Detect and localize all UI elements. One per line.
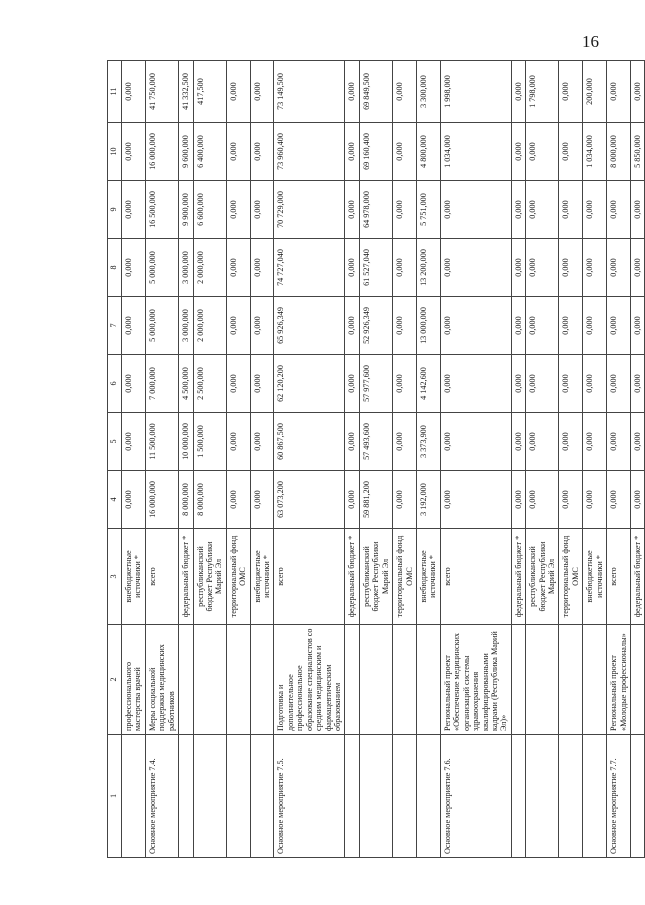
amount-cell: 0,000 xyxy=(440,239,511,297)
table-row xyxy=(511,61,525,858)
amount-cell: 0,000 xyxy=(122,239,146,297)
amount-cell: 61 527,040 xyxy=(359,239,392,297)
funding-source-cell: внебюджетные источники * xyxy=(583,529,607,625)
amount-cell: 0,000 xyxy=(226,413,250,471)
amount-cell: 70 729,000 xyxy=(274,181,345,239)
amount-cell: 417,500 xyxy=(193,61,226,123)
table-row xyxy=(440,61,511,858)
funding-source-cell: республиканский бюджет Республики Марий Эл xyxy=(359,529,392,625)
funding-source-cell: федеральный бюджет * xyxy=(511,529,525,625)
budget-table-sheet xyxy=(107,61,642,858)
amount-cell: 0,000 xyxy=(250,355,274,413)
amount-cell: 0,000 xyxy=(122,297,146,355)
amount-cell: 0,000 xyxy=(607,355,631,413)
amount-cell: 0,000 xyxy=(250,123,274,181)
amount-cell: 41 750,000 xyxy=(145,61,178,123)
amount-cell: 5 850,000 xyxy=(630,123,644,181)
amount-cell: 0,000 xyxy=(559,123,583,181)
table-row xyxy=(416,61,440,858)
measure-title-cell xyxy=(630,625,644,735)
table-row xyxy=(250,61,274,858)
amount-cell: 0,000 xyxy=(226,355,250,413)
measure-title-cell: Меры социальной поддержки медицинских работников xyxy=(145,625,178,735)
amount-cell: 5 000,000 xyxy=(145,297,178,355)
table-row xyxy=(559,61,583,858)
measure-number-cell xyxy=(416,735,440,858)
amount-cell: 73 149,500 xyxy=(274,61,345,123)
amount-cell: 4 142,600 xyxy=(416,355,440,413)
amount-cell: 0,000 xyxy=(559,181,583,239)
amount-cell: 0,000 xyxy=(345,297,359,355)
table-row xyxy=(226,61,250,858)
amount-cell: 0,000 xyxy=(345,239,359,297)
amount-cell: 0,000 xyxy=(440,181,511,239)
amount-cell: 16 000,000 xyxy=(145,123,178,181)
amount-cell: 0,000 xyxy=(345,413,359,471)
measure-number-cell xyxy=(559,735,583,858)
table-row xyxy=(607,61,631,858)
measure-number-cell: Основное мероприятие 7.4. xyxy=(145,735,178,858)
amount-cell: 0,000 xyxy=(511,355,525,413)
amount-cell: 0,000 xyxy=(526,181,559,239)
amount-cell: 0,000 xyxy=(630,181,644,239)
amount-cell: 0,000 xyxy=(122,123,146,181)
column-header-9: 9 xyxy=(108,181,122,239)
amount-cell: 0,000 xyxy=(559,355,583,413)
amount-cell: 0,000 xyxy=(393,61,417,123)
amount-cell: 3 300,000 xyxy=(416,61,440,123)
table-row xyxy=(122,61,146,858)
table-row xyxy=(345,61,359,858)
amount-cell: 0,000 xyxy=(607,181,631,239)
amount-cell: 0,000 xyxy=(526,355,559,413)
amount-cell: 200,000 xyxy=(583,61,607,123)
amount-cell: 0,000 xyxy=(511,471,525,529)
amount-cell: 6 400,000 xyxy=(193,123,226,181)
amount-cell: 7 000,000 xyxy=(145,355,178,413)
column-header-8: 8 xyxy=(108,239,122,297)
funding-source-cell: внебюджетные источники * xyxy=(122,529,146,625)
amount-cell: 0,000 xyxy=(440,413,511,471)
amount-cell: 0,000 xyxy=(250,239,274,297)
amount-cell: 0,000 xyxy=(583,181,607,239)
amount-cell: 0,000 xyxy=(511,239,525,297)
amount-cell: 5 751,000 xyxy=(416,181,440,239)
measure-number-cell xyxy=(393,735,417,858)
funding-source-cell: внебюджетные источники * xyxy=(250,529,274,625)
measure-title-cell xyxy=(393,625,417,735)
measure-number-cell xyxy=(583,735,607,858)
amount-cell: 0,000 xyxy=(511,181,525,239)
column-header-2: 2 xyxy=(108,625,122,735)
header-row xyxy=(108,61,122,858)
amount-cell: 1 034,000 xyxy=(583,123,607,181)
amount-cell: 0,000 xyxy=(511,297,525,355)
amount-cell: 0,000 xyxy=(226,123,250,181)
funding-source-cell: федеральный бюджет * xyxy=(630,529,644,625)
amount-cell: 0,000 xyxy=(607,61,631,123)
measure-title-cell: Региональный проект «Молодые профессионалы» xyxy=(607,625,631,735)
amount-cell: 0,000 xyxy=(583,471,607,529)
amount-cell: 1 034,000 xyxy=(440,123,511,181)
amount-cell: 0,000 xyxy=(559,61,583,123)
amount-cell: 57 493,600 xyxy=(359,413,392,471)
amount-cell: 3 000,000 xyxy=(179,239,193,297)
column-header-3: 3 xyxy=(108,529,122,625)
measure-title-cell xyxy=(359,625,392,735)
amount-cell: 2 500,000 xyxy=(193,355,226,413)
measure-number-cell xyxy=(511,735,525,858)
measure-title-cell: профессионального мастерства врачей xyxy=(122,625,146,735)
column-header-10: 10 xyxy=(108,123,122,181)
table-body xyxy=(122,61,645,858)
amount-cell: 69 160,400 xyxy=(359,123,392,181)
amount-cell: 10 000,000 xyxy=(179,413,193,471)
amount-cell: 0,000 xyxy=(250,61,274,123)
amount-cell: 0,000 xyxy=(393,123,417,181)
amount-cell: 0,000 xyxy=(122,61,146,123)
measure-title-cell: Подготовка и дополнительное профессиональное образование специалистов со средним медицинским и фармацевтическим образованием xyxy=(274,625,345,735)
measure-number-cell: Основное мероприятие 7.7. xyxy=(607,735,631,858)
amount-cell: 0,000 xyxy=(122,181,146,239)
amount-cell: 0,000 xyxy=(440,297,511,355)
page-number: 16 xyxy=(582,32,599,51)
funding-source-cell: внебюджетные источники * xyxy=(416,529,440,625)
amount-cell: 0,000 xyxy=(526,297,559,355)
amount-cell: 0,000 xyxy=(250,413,274,471)
funding-source-cell: всего xyxy=(274,529,345,625)
amount-cell: 59 881,200 xyxy=(359,471,392,529)
measure-title-cell xyxy=(511,625,525,735)
measure-title-cell xyxy=(226,625,250,735)
amount-cell: 6 600,000 xyxy=(193,181,226,239)
amount-cell: 13 000,000 xyxy=(416,297,440,355)
measure-number-cell xyxy=(630,735,644,858)
funding-source-cell: республиканский бюджет Республики Марий Эл xyxy=(193,529,226,625)
measure-number-cell: Основное мероприятие 7.5. xyxy=(274,735,345,858)
amount-cell: 0,000 xyxy=(250,297,274,355)
amount-cell: 5 000,000 xyxy=(145,239,178,297)
measure-title-cell xyxy=(345,625,359,735)
measure-number-cell xyxy=(345,735,359,858)
amount-cell: 0,000 xyxy=(630,239,644,297)
amount-cell: 0,000 xyxy=(345,123,359,181)
amount-cell: 60 867,500 xyxy=(274,413,345,471)
funding-source-cell: территориальный фонд ОМС xyxy=(226,529,250,625)
amount-cell: 11 500,000 xyxy=(145,413,178,471)
column-header-7: 7 xyxy=(108,297,122,355)
amount-cell: 52 926,349 xyxy=(359,297,392,355)
amount-cell: 0,000 xyxy=(630,355,644,413)
amount-cell: 0,000 xyxy=(226,61,250,123)
amount-cell: 0,000 xyxy=(393,355,417,413)
column-header-5: 5 xyxy=(108,413,122,471)
amount-cell: 0,000 xyxy=(607,471,631,529)
amount-cell: 0,000 xyxy=(607,239,631,297)
funding-source-cell: территориальный фонд ОМС xyxy=(393,529,417,625)
column-header-1: 1 xyxy=(108,735,122,858)
amount-cell: 0,000 xyxy=(122,471,146,529)
amount-cell: 9 600,000 xyxy=(179,123,193,181)
amount-cell: 0,000 xyxy=(226,181,250,239)
amount-cell: 73 960,400 xyxy=(274,123,345,181)
amount-cell: 0,000 xyxy=(250,181,274,239)
amount-cell: 0,000 xyxy=(226,239,250,297)
amount-cell: 41 332,500 xyxy=(179,61,193,123)
measure-number-cell xyxy=(122,735,146,858)
measure-number-cell xyxy=(359,735,392,858)
amount-cell: 2 000,000 xyxy=(193,297,226,355)
amount-cell: 62 120,200 xyxy=(274,355,345,413)
column-header-11: 11 xyxy=(108,61,122,123)
amount-cell: 0,000 xyxy=(345,471,359,529)
amount-cell: 57 977,600 xyxy=(359,355,392,413)
amount-cell: 0,000 xyxy=(559,471,583,529)
amount-cell: 0,000 xyxy=(345,181,359,239)
measure-number-cell xyxy=(250,735,274,858)
amount-cell: 0,000 xyxy=(345,355,359,413)
amount-cell: 0,000 xyxy=(393,181,417,239)
amount-cell: 0,000 xyxy=(583,297,607,355)
measure-number-cell: Основное мероприятие 7.6. xyxy=(440,735,511,858)
amount-cell: 69 849,500 xyxy=(359,61,392,123)
measure-number-cell xyxy=(526,735,559,858)
amount-cell: 0,000 xyxy=(526,413,559,471)
amount-cell: 0,000 xyxy=(250,471,274,529)
funding-source-cell: всего xyxy=(440,529,511,625)
amount-cell: 0,000 xyxy=(393,471,417,529)
funding-source-cell: территориальный фонд ОМС xyxy=(559,529,583,625)
table-row xyxy=(526,61,559,858)
amount-cell: 0,000 xyxy=(607,413,631,471)
funding-source-cell: федеральный бюджет * xyxy=(179,529,193,625)
funding-source-cell: всего xyxy=(145,529,178,625)
amount-cell: 0,000 xyxy=(393,413,417,471)
amount-cell: 8 000,000 xyxy=(193,471,226,529)
amount-cell: 3 373,900 xyxy=(416,413,440,471)
amount-cell: 0,000 xyxy=(393,239,417,297)
amount-cell: 8 000,000 xyxy=(607,123,631,181)
amount-cell: 0,000 xyxy=(559,297,583,355)
amount-cell: 0,000 xyxy=(630,297,644,355)
amount-cell: 0,000 xyxy=(440,471,511,529)
measure-title-cell: Региональный проект «Обеспечение медицинских организаций системы здравоохранения квалифицированными кадрами (Республика Марий Эл)» xyxy=(440,625,511,735)
table-row xyxy=(393,61,417,858)
amount-cell: 0,000 xyxy=(526,123,559,181)
amount-cell: 3 000,000 xyxy=(179,297,193,355)
amount-cell: 16 000,000 xyxy=(145,471,178,529)
amount-cell: 0,000 xyxy=(440,355,511,413)
amount-cell: 74 727,040 xyxy=(274,239,345,297)
amount-cell: 0,000 xyxy=(226,471,250,529)
table-row xyxy=(274,61,345,858)
table-row xyxy=(145,61,178,858)
amount-cell: 0,000 xyxy=(559,239,583,297)
amount-cell: 0,000 xyxy=(630,61,644,123)
table-row xyxy=(179,61,193,858)
amount-cell: 0,000 xyxy=(393,297,417,355)
amount-cell: 0,000 xyxy=(526,471,559,529)
amount-cell: 0,000 xyxy=(226,297,250,355)
amount-cell: 1 500,000 xyxy=(193,413,226,471)
measure-title-cell xyxy=(559,625,583,735)
table-row xyxy=(583,61,607,858)
amount-cell: 0,000 xyxy=(583,413,607,471)
funding-source-cell: республиканский бюджет Республики Марий Эл xyxy=(526,529,559,625)
amount-cell: 8 000,000 xyxy=(179,471,193,529)
measure-title-cell xyxy=(250,625,274,735)
amount-cell: 0,000 xyxy=(526,239,559,297)
measure-number-cell xyxy=(226,735,250,858)
amount-cell: 2 000,000 xyxy=(193,239,226,297)
budget-table xyxy=(107,60,645,858)
amount-cell: 4 800,000 xyxy=(416,123,440,181)
funding-source-cell: всего xyxy=(607,529,631,625)
amount-cell: 16 500,000 xyxy=(145,181,178,239)
amount-cell: 0,000 xyxy=(630,471,644,529)
measure-title-cell xyxy=(193,625,226,735)
amount-cell: 0,000 xyxy=(345,61,359,123)
measure-title-cell xyxy=(416,625,440,735)
amount-cell: 0,000 xyxy=(511,413,525,471)
amount-cell: 0,000 xyxy=(630,413,644,471)
column-header-4: 4 xyxy=(108,471,122,529)
funding-source-cell: федеральный бюджет * xyxy=(345,529,359,625)
amount-cell: 64 978,000 xyxy=(359,181,392,239)
amount-cell: 1 798,000 xyxy=(526,61,559,123)
amount-cell: 0,000 xyxy=(511,61,525,123)
measure-title-cell xyxy=(583,625,607,735)
amount-cell: 0,000 xyxy=(511,123,525,181)
amount-cell: 65 926,349 xyxy=(274,297,345,355)
measure-number-cell xyxy=(179,735,193,858)
amount-cell: 0,000 xyxy=(583,355,607,413)
table-row xyxy=(630,61,644,858)
amount-cell: 0,000 xyxy=(559,413,583,471)
amount-cell: 9 900,000 xyxy=(179,181,193,239)
amount-cell: 0,000 xyxy=(583,239,607,297)
measure-number-cell xyxy=(193,735,226,858)
column-header-6: 6 xyxy=(108,355,122,413)
measure-title-cell xyxy=(179,625,193,735)
amount-cell: 4 500,000 xyxy=(179,355,193,413)
amount-cell: 0,000 xyxy=(607,297,631,355)
amount-cell: 0,000 xyxy=(122,413,146,471)
table-row xyxy=(193,61,226,858)
amount-cell: 0,000 xyxy=(122,355,146,413)
table-row xyxy=(359,61,392,858)
measure-title-cell xyxy=(526,625,559,735)
amount-cell: 63 073,200 xyxy=(274,471,345,529)
amount-cell: 13 200,000 xyxy=(416,239,440,297)
amount-cell: 3 192,000 xyxy=(416,471,440,529)
amount-cell: 1 998,000 xyxy=(440,61,511,123)
